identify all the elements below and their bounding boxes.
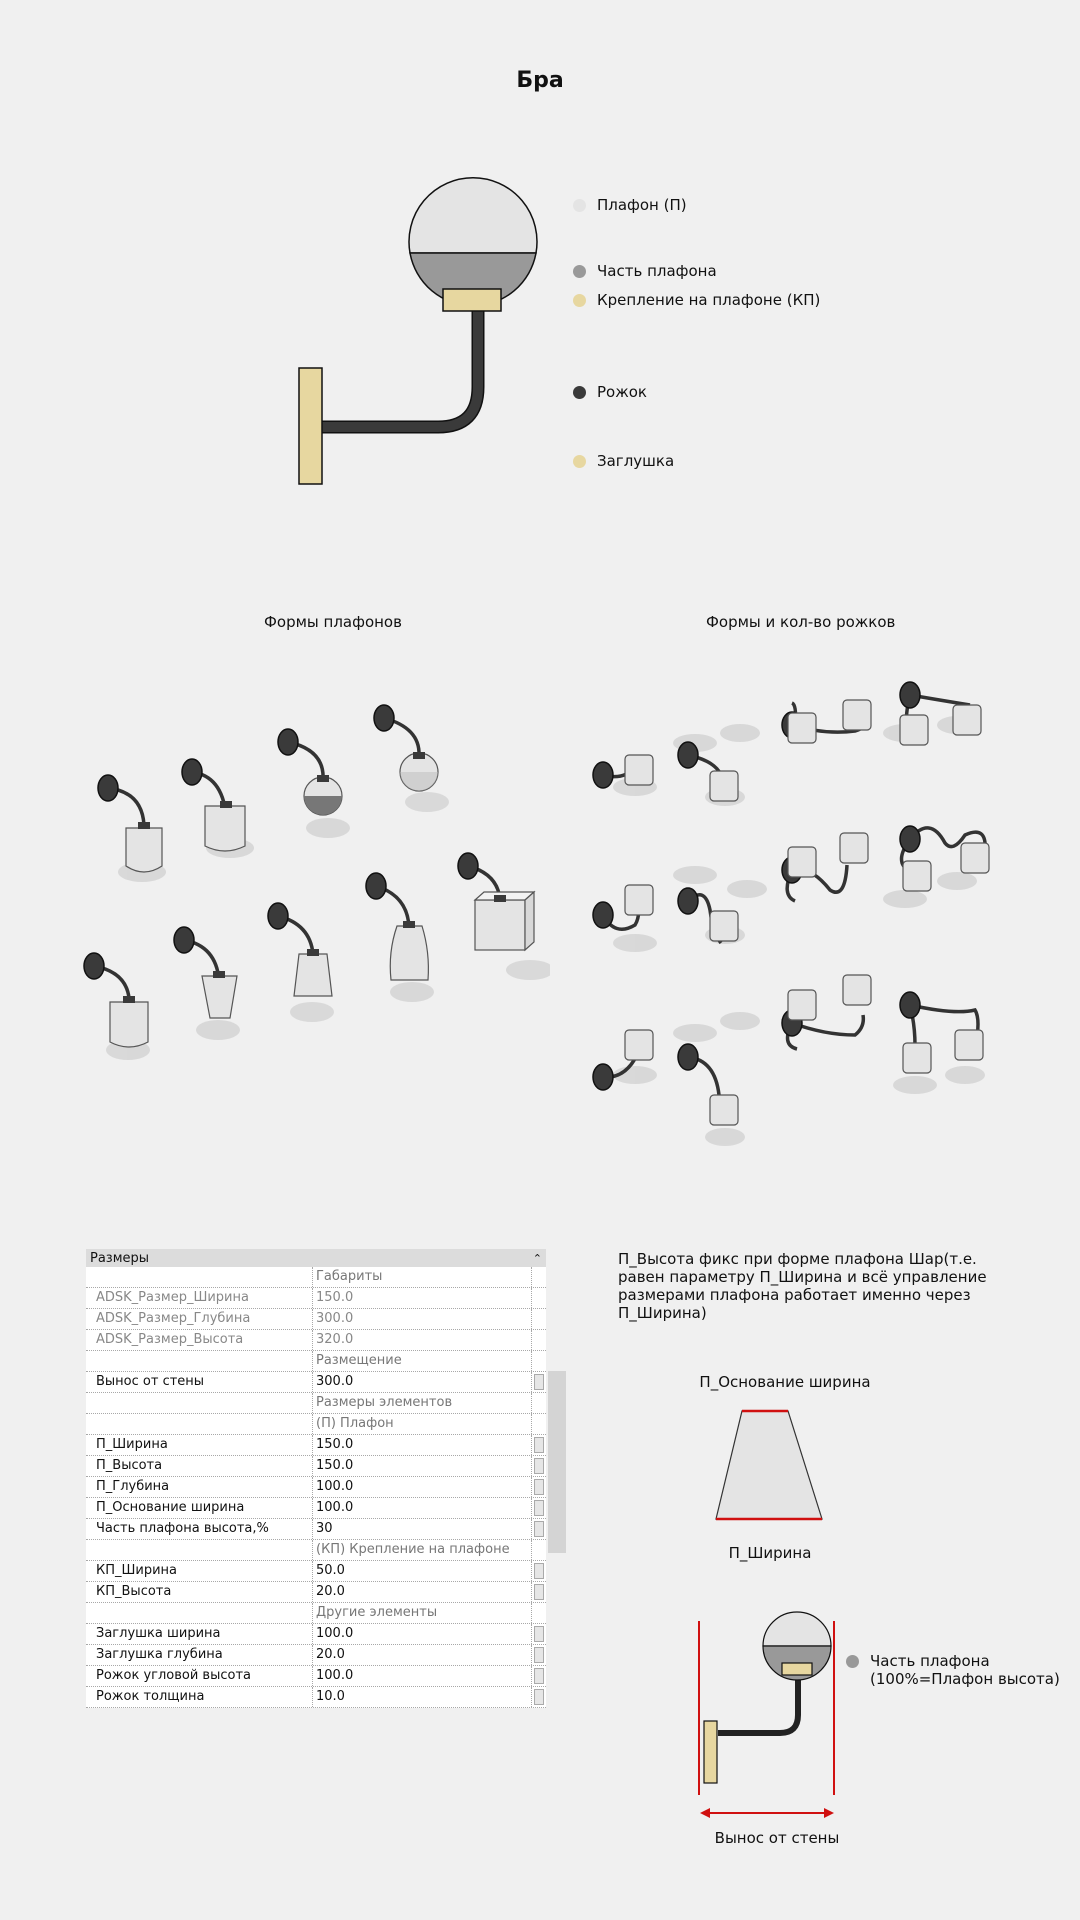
plafond-part-label: Часть плафона	[870, 1652, 990, 1670]
plafond-part-swatch	[846, 1655, 859, 1668]
param-cell	[532, 1582, 546, 1602]
parameter-button[interactable]	[534, 1374, 544, 1390]
parameter-button[interactable]	[534, 1500, 544, 1516]
property-name: КП_Высота	[86, 1582, 313, 1602]
property-row	[86, 1561, 546, 1582]
group-row	[86, 1351, 546, 1372]
group-row	[86, 1540, 546, 1561]
param-cell	[532, 1687, 546, 1707]
property-value[interactable]: 10.0	[313, 1687, 532, 1707]
group-label: (КП) Крепление на плафоне	[313, 1540, 532, 1560]
group-row	[86, 1414, 546, 1435]
properties-header-label: Размеры	[90, 1250, 150, 1266]
parameter-button[interactable]	[534, 1626, 544, 1642]
param-cell	[532, 1645, 546, 1665]
group-row	[86, 1603, 546, 1624]
page-title: Бра	[516, 68, 564, 93]
properties-header[interactable]	[86, 1249, 546, 1267]
param-cell	[532, 1519, 546, 1539]
property-name: ADSK_Размер_Глубина	[86, 1309, 313, 1329]
property-name: ADSK_Размер_Высота	[86, 1330, 313, 1350]
property-name: П_Ширина	[86, 1435, 313, 1455]
note-text: П_Высота фикс при форме плафона Шар(т.е. равен параметру П_Ширина и всё управление размерами плафона работает именно через П_Ширина)	[618, 1250, 987, 1322]
legend-swatch	[573, 199, 586, 212]
param-cell	[532, 1540, 546, 1560]
section-title-arms: Формы и кол-во рожков	[706, 613, 896, 631]
sconce-offset-diagram	[690, 1605, 850, 1825]
group-label: Другие элементы	[313, 1603, 532, 1623]
param-cell	[532, 1624, 546, 1644]
arm-shapes-gallery	[585, 675, 1005, 1155]
property-row	[86, 1477, 546, 1498]
legend-label: Крепление на плафоне (КП)	[597, 291, 821, 309]
group-label: Размеры элементов	[313, 1393, 532, 1413]
property-name: Рожок угловой высота	[86, 1666, 313, 1686]
param-cell	[532, 1330, 546, 1350]
group-label: (П) Плафон	[313, 1414, 532, 1434]
legend-item-arm	[573, 383, 647, 401]
legend-label: Заглушка	[597, 452, 675, 470]
property-value: 320.0	[313, 1330, 532, 1350]
param-cell	[532, 1561, 546, 1581]
parameter-button[interactable]	[534, 1458, 544, 1474]
property-row	[86, 1687, 546, 1708]
property-value[interactable]: 100.0	[313, 1498, 532, 1518]
property-name: П_Глубина	[86, 1477, 313, 1497]
section-title-shapes: Формы плафонов	[264, 613, 402, 631]
legend-item-mount	[573, 291, 820, 309]
parameter-button[interactable]	[534, 1479, 544, 1495]
property-row	[86, 1372, 546, 1393]
param-cell	[532, 1498, 546, 1518]
legend-item-cap	[573, 452, 674, 470]
property-value[interactable]: 50.0	[313, 1561, 532, 1581]
param-cell	[532, 1288, 546, 1308]
legend-swatch	[573, 294, 586, 307]
property-value: 300.0	[313, 1309, 532, 1329]
property-row	[86, 1498, 546, 1519]
plafond-part-note	[846, 1652, 1060, 1688]
property-row	[86, 1645, 546, 1666]
property-name	[86, 1393, 313, 1413]
parameter-button[interactable]	[534, 1647, 544, 1663]
property-name: КП_Ширина	[86, 1561, 313, 1581]
property-name	[86, 1603, 313, 1623]
group-row	[86, 1267, 546, 1288]
properties-table	[86, 1249, 546, 1708]
property-name: Заглушка глубина	[86, 1645, 313, 1665]
base-width-label: П_Основание ширина	[699, 1373, 871, 1391]
property-value[interactable]: 100.0	[313, 1477, 532, 1497]
param-cell	[532, 1267, 546, 1287]
property-row	[86, 1666, 546, 1687]
property-value[interactable]: 100.0	[313, 1624, 532, 1644]
offset-label: Вынос от стены	[714, 1829, 840, 1847]
property-name: П_Основание ширина	[86, 1498, 313, 1518]
property-name	[86, 1540, 313, 1560]
parameter-button[interactable]	[534, 1584, 544, 1600]
property-value[interactable]: 150.0	[313, 1435, 532, 1455]
parameter-button[interactable]	[534, 1563, 544, 1579]
param-cell	[532, 1666, 546, 1686]
property-name: Вынос от стены	[86, 1372, 313, 1392]
trapezoid-plafond-diagram	[712, 1405, 824, 1525]
group-label: Размещение	[313, 1351, 532, 1371]
collapse-icon[interactable]: ⌃	[532, 1251, 542, 1265]
property-row	[86, 1435, 546, 1456]
property-row	[86, 1582, 546, 1603]
legend-label: Рожок	[597, 383, 647, 401]
param-cell	[532, 1603, 546, 1623]
group-row	[86, 1393, 546, 1414]
parameter-button[interactable]	[534, 1668, 544, 1684]
property-value[interactable]: 20.0	[313, 1645, 532, 1665]
param-cell	[532, 1477, 546, 1497]
property-row	[86, 1456, 546, 1477]
property-row	[86, 1624, 546, 1645]
legend-swatch	[573, 455, 586, 468]
param-cell	[532, 1309, 546, 1329]
legend-item-plafond	[573, 196, 687, 214]
property-value: 150.0	[313, 1288, 532, 1308]
property-row	[86, 1288, 546, 1309]
group-label: Габариты	[313, 1267, 532, 1287]
main-sconce-illustration	[290, 165, 550, 495]
param-cell	[532, 1435, 546, 1455]
parameter-button[interactable]	[534, 1437, 544, 1453]
property-value[interactable]: 150.0	[313, 1456, 532, 1476]
property-name: Часть плафона высота,%	[86, 1519, 313, 1539]
param-cell	[532, 1372, 546, 1392]
property-value[interactable]: 100.0	[313, 1666, 532, 1686]
property-row	[86, 1330, 546, 1351]
legend-swatch	[573, 265, 586, 278]
param-cell	[532, 1351, 546, 1371]
property-name: ADSK_Размер_Ширина	[86, 1288, 313, 1308]
legend-item-plafond-part	[573, 262, 717, 280]
properties-rows	[86, 1267, 546, 1708]
width-label: П_Ширина	[728, 1544, 812, 1562]
property-name	[86, 1414, 313, 1434]
parameter-button[interactable]	[534, 1689, 544, 1705]
property-row	[86, 1519, 546, 1540]
property-value[interactable]: 30	[313, 1519, 532, 1539]
plafond-part-sublabel: (100%=Плафон высота)	[870, 1670, 1060, 1688]
legend-swatch	[573, 386, 586, 399]
param-cell	[532, 1393, 546, 1413]
param-cell	[532, 1414, 546, 1434]
legend-label: Часть плафона	[597, 262, 717, 280]
legend-label: Плафон (П)	[597, 196, 687, 214]
parameter-button[interactable]	[534, 1521, 544, 1537]
param-cell	[532, 1456, 546, 1476]
property-row	[86, 1309, 546, 1330]
property-name	[86, 1267, 313, 1287]
property-name: Рожок толщина	[86, 1687, 313, 1707]
property-value[interactable]: 20.0	[313, 1582, 532, 1602]
properties-scrollbar[interactable]	[548, 1371, 566, 1553]
property-name: Заглушка ширина	[86, 1624, 313, 1644]
plafond-shapes-gallery	[70, 690, 550, 1070]
property-value[interactable]: 300.0	[313, 1372, 532, 1392]
property-name	[86, 1351, 313, 1371]
property-name: П_Высота	[86, 1456, 313, 1476]
